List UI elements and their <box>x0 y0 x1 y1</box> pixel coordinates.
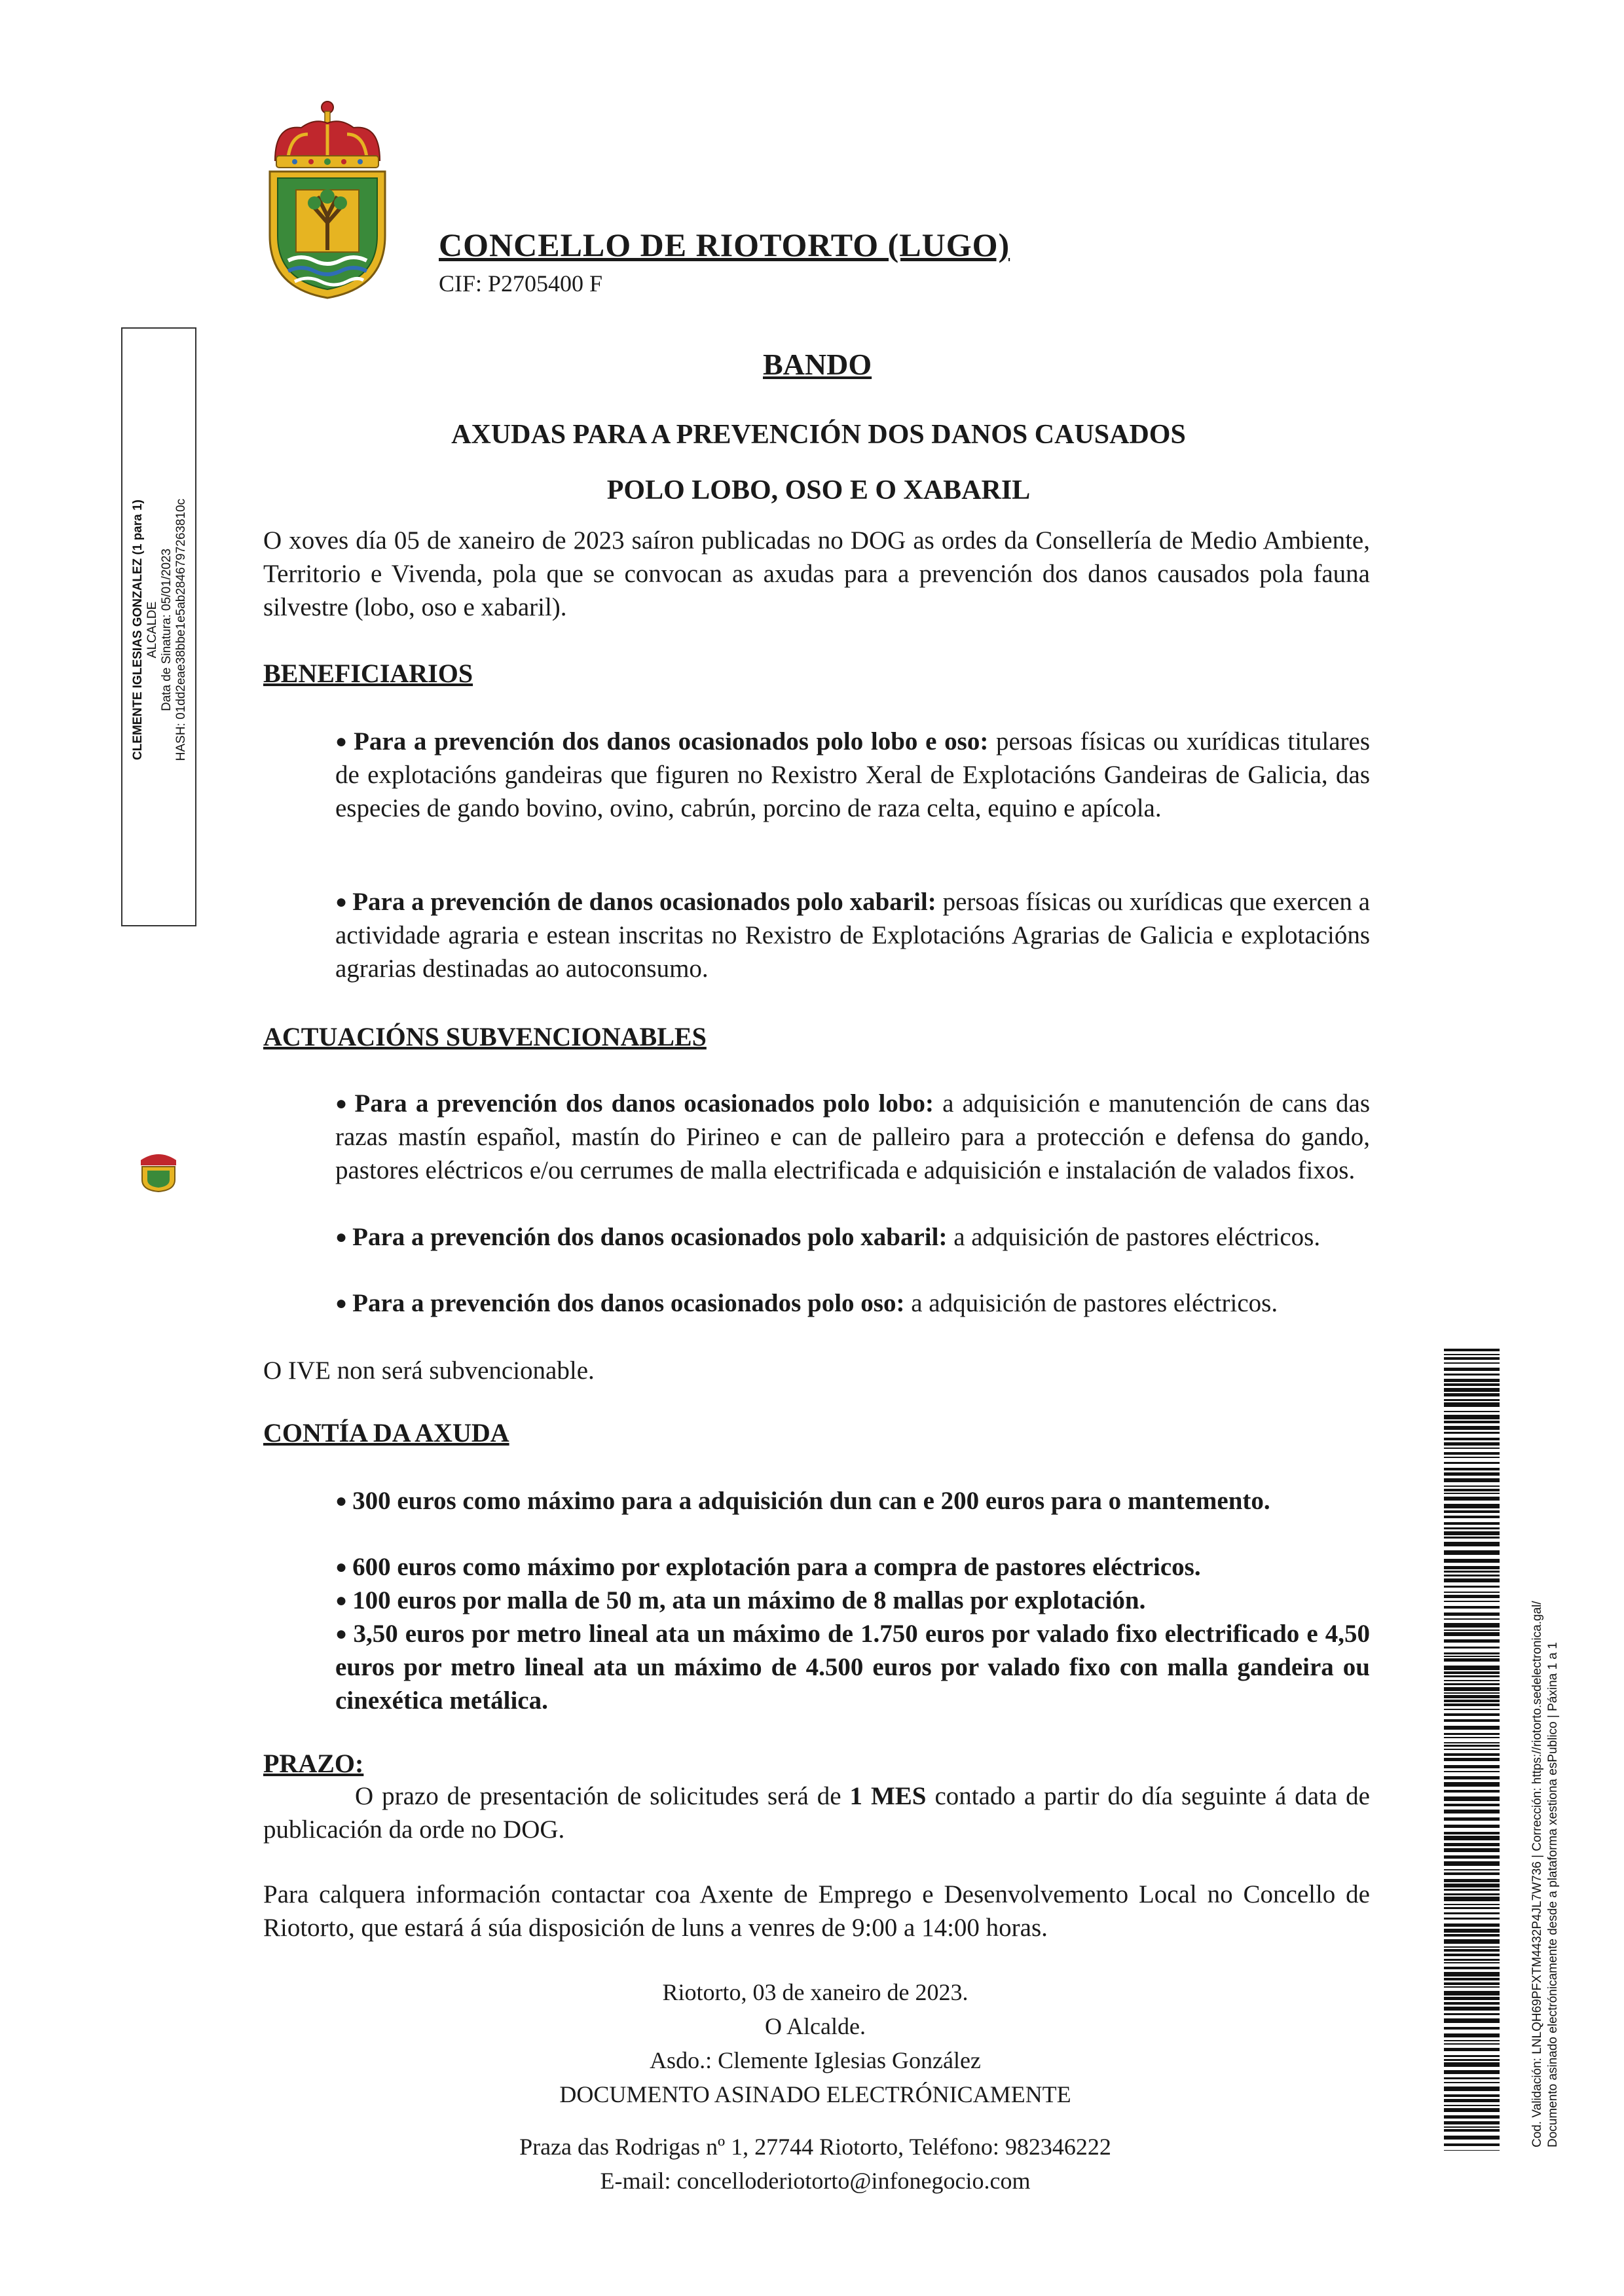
barcode-bar <box>1444 1713 1500 1716</box>
barcode-bar <box>1444 2055 1500 2057</box>
coat-of-arms-logo <box>262 98 393 301</box>
barcode-bar <box>1444 1522 1500 1525</box>
barcode-bar <box>1444 1666 1500 1670</box>
barcode-bar <box>1444 2136 1500 2140</box>
barcode-bar <box>1444 1656 1500 1657</box>
signature-role: O Alcalde. <box>765 2013 866 2039</box>
barcode-bar <box>1444 1825 1500 1828</box>
barcode-bar <box>1444 1379 1500 1382</box>
document-type-heading: BANDO <box>763 348 872 381</box>
barcode-bar <box>1444 1411 1500 1412</box>
list-item <box>335 1617 1370 1717</box>
barcode-bar <box>1444 1907 1500 1909</box>
barcode-bar <box>1444 1704 1500 1706</box>
barcode-bar <box>1444 1889 1500 1891</box>
barcode-bar <box>1444 1566 1500 1569</box>
barcode-bar <box>1444 1991 1500 1995</box>
barcode-icon <box>1444 1349 1500 2151</box>
barcode-bar <box>1444 1719 1500 1722</box>
barcode-bar <box>1444 1700 1500 1702</box>
barcode-bar <box>1444 1601 1500 1602</box>
barcode-bar <box>1444 1613 1500 1616</box>
barcode-bar <box>1444 1632 1500 1636</box>
barcode-bar <box>1444 1745 1500 1747</box>
barcode-bar <box>1444 1493 1500 1494</box>
bullet-icon: ● <box>335 1226 348 1248</box>
barcode-bar <box>1444 1986 1500 1988</box>
barcode-bar <box>1444 1592 1500 1593</box>
barcode-bar <box>1444 2129 1500 2132</box>
barcode-bar <box>1444 1374 1500 1376</box>
barcode-bar <box>1444 2040 1500 2041</box>
barcode-bar <box>1444 1349 1500 1351</box>
item-text: a adquisición de pastores eléctricos. <box>947 1223 1321 1251</box>
barcode-bar <box>1444 1559 1500 1563</box>
barcode-bar <box>1444 1618 1500 1620</box>
stamp-crest-icon <box>136 1147 181 1193</box>
barcode-bar <box>1444 1776 1500 1779</box>
prazo-text: O prazo de presentación de solicitudes será de <box>355 1782 850 1810</box>
validation-platform: Documento asinado electrónicamente desde a plataforma xestiona esPublico | Páxina 1 a 1 <box>1546 1642 1560 2147</box>
barcode-bar <box>1444 2048 1500 2051</box>
list-item <box>335 1286 1370 1320</box>
item-lead: Para a prevención dos danos ocasionados polo lobo e oso: <box>354 727 989 756</box>
barcode-bar <box>1444 1817 1500 1821</box>
bullet-icon: ● <box>335 1093 350 1114</box>
barcode-bar <box>1444 1415 1500 1419</box>
validation-text <box>1530 1349 1561 2147</box>
barcode-bar <box>1444 1872 1500 1875</box>
barcode-bar <box>1444 1442 1500 1446</box>
barcode-bar <box>1444 1709 1500 1710</box>
intro-paragraph: O xoves día 05 de xaneiro de 2023 saíron publicadas no DOG as ordes da Consellería de Medio Ambiente, Territorio e Vivenda, pola que se convocan as axudas para a prevención dos danos causados pola fauna silvestre (lobo, oso e xabaril). <box>263 526 1370 621</box>
barcode-bar <box>1444 2082 1500 2083</box>
barcode-bar <box>1444 1782 1500 1787</box>
barcode-bar <box>1444 1967 1500 1969</box>
barcode-bar <box>1444 1982 1500 1985</box>
barcode-bar <box>1444 2007 1500 2011</box>
stamp-signer: CLEMENTE IGLESIAS GONZALEZ (1 para 1) <box>131 500 145 760</box>
barcode-bar <box>1444 1962 1500 1963</box>
barcode-bar <box>1444 2086 1500 2091</box>
barcode-bar <box>1444 2033 1500 2037</box>
council-cif: CIF: P2705400 F <box>439 270 603 297</box>
barcode-bar <box>1444 1368 1500 1371</box>
item-text: 3,50 euros por metro lineal ata un máximo de 1.750 euros por valado fixo electrificado e 4,50 euros por metro lineal ata un máximo de 4.500 euros por valado fixo con malla gandeira ou cinexética metálica. <box>335 1620 1371 1715</box>
barcode-bar <box>1444 1623 1500 1628</box>
item-text: persoas físicas ou xurídicas titulares de explotacións gandeiras que figuren no Rexistro Xeral de Explotacións Gandeiras de Galicia, das especies de gando bovino, ovino, cabrún, porcino de raza celta, equino e apícola. <box>335 727 1370 822</box>
barcode-bar <box>1444 2077 1500 2079</box>
barcode-bar <box>1444 2115 1500 2119</box>
barcode-bar <box>1444 1912 1500 1914</box>
barcode-bar <box>1444 1861 1500 1866</box>
barcode-bar <box>1444 1652 1500 1654</box>
barcode-bar <box>1444 1692 1500 1694</box>
signature-electronic: DOCUMENTO ASINADO ELECTRÓNICAMENTE <box>559 2081 1071 2107</box>
barcode-bar <box>1444 1462 1500 1464</box>
barcode-bar <box>1444 1575 1500 1576</box>
document-subtitle-1: AXUDAS PARA A PREVENCIÓN DOS DANOS CAUSADOS <box>451 420 1186 450</box>
barcode-bar <box>1444 1438 1500 1440</box>
prazo-duration: 1 MES <box>849 1782 927 1810</box>
barcode-bar <box>1444 2062 1500 2067</box>
barcode-bar <box>1444 1923 1500 1927</box>
validation-code: Cod. Validación: LNLQH69PFXTM4432P4JL7W736 | Corrección: https://riotorto.sedelectronica.gal/ <box>1530 1601 1544 2147</box>
barcode-bar <box>1444 1742 1500 1743</box>
barcode-bar <box>1444 1671 1500 1674</box>
barcode-bar <box>1444 2121 1500 2124</box>
barcode-bar <box>1444 1432 1500 1434</box>
barcode-bar <box>1444 1448 1500 1449</box>
signature-name: Asdo.: Clemente Iglesias González <box>650 2047 981 2073</box>
barcode-bar <box>1444 1399 1500 1401</box>
barcode-bar <box>1444 1497 1500 1501</box>
item-text: 300 euros como máximo para a adquisición dun can e 200 euros para o mantemento. <box>352 1487 1270 1515</box>
barcode-bar <box>1444 1680 1500 1681</box>
stamp-hash: HASH: 01dd2eae38bbe1e5ab2846797263810c <box>174 498 188 761</box>
signature-stamp <box>121 327 196 926</box>
barcode-bar <box>1444 1904 1500 1905</box>
barcode-bar <box>1444 1478 1500 1482</box>
barcode-bar <box>1444 2099 1500 2102</box>
council-title: CONCELLO DE RIOTORTO (LUGO) <box>439 227 1010 263</box>
barcode-bar <box>1444 1675 1500 1677</box>
barcode-bar <box>1444 2126 1500 2128</box>
bullet-icon: ● <box>335 1490 348 1512</box>
barcode-bar <box>1444 2108 1500 2112</box>
item-text: 100 euros por malla de 50 m, ata un máximo de 8 mallas por explotación. <box>352 1586 1146 1614</box>
prazo-text: contado a partir do día seguinte á data de publicación da orde no DOG. <box>263 1782 1370 1844</box>
barcode-bar <box>1444 1595 1500 1598</box>
barcode-bar <box>1444 1893 1500 1895</box>
barcode-bar <box>1444 1843 1500 1846</box>
item-lead: Para a prevención dos danos ocasionados polo xabaril: <box>352 1223 948 1251</box>
barcode-bar <box>1444 2094 1500 2097</box>
bullet-icon: ● <box>335 1623 348 1645</box>
item-lead: Para a prevención de danos ocasionados polo xabaril: <box>352 888 936 916</box>
barcode-bar <box>1444 1737 1500 1738</box>
barcode-bar <box>1444 1457 1500 1458</box>
barcode-bar <box>1444 1836 1500 1840</box>
item-lead: Para a prevención dos danos ocasionados polo lobo: <box>354 1089 934 1118</box>
barcode-bar <box>1444 2043 1500 2045</box>
barcode-bar <box>1444 1362 1500 1364</box>
crown-icon <box>275 101 380 168</box>
footer-address: Praza das Rodrigas nº 1, 27744 Riotorto, Teléfono: 982346222 <box>519 2134 1111 2160</box>
heading-contia: CONTÍA DA AXUDA <box>263 1418 509 1448</box>
barcode-bar <box>1444 1897 1500 1901</box>
barcode-bar <box>1444 2027 1500 2030</box>
heading-prazo: PRAZO: <box>263 1749 364 1778</box>
barcode-bar <box>1444 1586 1500 1588</box>
barcode-bar <box>1444 1472 1500 1476</box>
barcode-bar <box>1444 1997 1500 2000</box>
stamp-role: ALCALDE <box>145 601 159 659</box>
barcode-bar <box>1444 1765 1500 1768</box>
item-text: a adquisición de pastores eléctricos. <box>904 1289 1278 1317</box>
signature-stamp-text <box>131 361 189 898</box>
bullet-icon: ● <box>335 1292 348 1314</box>
barcode-bar <box>1444 1946 1500 1948</box>
barcode-bar <box>1444 2059 1500 2061</box>
barcode-bar <box>1444 1771 1500 1772</box>
footer-email: E-mail: concelloderiotorto@infonegocio.com <box>600 2168 1031 2194</box>
barcode-bar <box>1444 1695 1500 1698</box>
barcode-bar <box>1444 1959 1500 1961</box>
list-item <box>335 1584 1370 1617</box>
barcode-bar <box>1444 1972 1500 1977</box>
barcode-bar <box>1444 1606 1500 1609</box>
heading-actuacions: ACTUACIÓNS SUBVENCIONABLES <box>263 1022 707 1051</box>
stamp-date: Data de Sinatura: 05/01/2023 <box>160 548 174 712</box>
barcode-bar <box>1444 1383 1500 1386</box>
barcode-bar <box>1444 1869 1500 1870</box>
barcode-bar <box>1444 1426 1500 1430</box>
list-item <box>335 885 1370 985</box>
info-paragraph: Para calquera información contactar coa Axente de Emprego e Desenvolvemento Local no Concello de Riotorto, que estará á súa disposición de luns a venres de 9:00 a 14:00 horas. <box>263 1880 1370 1942</box>
item-text: persoas físicas ou xurídicas que exercen a actividade agraria e estean inscritas no Rexistro de Explotacións Agrarias de Galicia e explotacións agrarias destinadas ao autoconsumo. <box>335 888 1371 983</box>
barcode-bar <box>1444 1537 1500 1539</box>
barcode-bar <box>1444 1687 1500 1691</box>
barcode-bar <box>1444 1753 1500 1756</box>
barcode-bar <box>1444 1848 1500 1852</box>
barcode-bar <box>1444 1516 1500 1518</box>
barcode-bar <box>1444 1884 1500 1887</box>
bullet-icon: ● <box>335 1590 348 1611</box>
barcode-bar <box>1444 1504 1500 1508</box>
barcode-bar <box>1444 1542 1500 1546</box>
barcode-bar <box>1444 1929 1500 1933</box>
barcode-bar <box>1444 1578 1500 1582</box>
barcode-bar <box>1444 2002 1500 2005</box>
barcode-bar <box>1444 1357 1500 1360</box>
signature-place-date: Riotorto, 03 de xaneiro de 2023. <box>662 1979 969 2005</box>
list-item <box>335 1484 1370 1518</box>
list-item <box>335 725 1370 825</box>
barcode-bar <box>1444 1571 1500 1573</box>
barcode-bar <box>1444 1733 1500 1735</box>
barcode-bar <box>1444 1790 1500 1793</box>
barcode-bar <box>1444 1939 1500 1944</box>
barcode-bar <box>1444 1452 1500 1455</box>
barcode-bar <box>1444 1489 1500 1491</box>
barcode-bar <box>1444 2143 1500 2146</box>
page-footer <box>327 2130 1303 2198</box>
document-subtitle-2: POLO LOBO, OSO E O XABARIL <box>606 475 1031 505</box>
list-item <box>335 1550 1370 1584</box>
barcode-bar <box>1444 1954 1500 1956</box>
barcode-bar <box>1444 1726 1500 1730</box>
barcode-bar <box>1444 1949 1500 1952</box>
barcode-bar <box>1444 1527 1500 1529</box>
barcode-bar <box>1444 1810 1500 1813</box>
item-text: a adquisición e manutención de cans das razas mastín español, mastín do Pirineo e can de palleiro para a protección e defensa do gando, pastores eléctricos e/ou cerrumes de malla electrificada e adquisición e instalación de valados fixos. <box>335 1089 1370 1184</box>
barcode-bar <box>1444 2013 1500 2015</box>
barcode-bar <box>1444 1402 1500 1407</box>
bullet-icon: ● <box>335 1556 348 1578</box>
barcode-bar <box>1444 1388 1500 1392</box>
barcode-bar <box>1444 1796 1500 1801</box>
barcode-bar <box>1444 1934 1500 1937</box>
barcode-bar <box>1444 2070 1500 2074</box>
barcode-bar <box>1444 1804 1500 1806</box>
bullet-icon: ● <box>335 891 348 913</box>
item-text: 600 euros como máximo por explotación para a compra de pastores eléctricos. <box>352 1553 1201 1581</box>
barcode-bar <box>1444 1918 1500 1920</box>
barcode-bar <box>1444 1354 1500 1355</box>
barcode-bar <box>1444 1647 1500 1649</box>
barcode-bar <box>1444 2150 1500 2151</box>
barcode-bar <box>1444 1855 1500 1859</box>
heading-beneficiarios: BENEFICIARIOS <box>263 659 473 688</box>
vat-note: O IVE non será subvencionable. <box>263 1357 595 1385</box>
prazo-paragraph <box>263 1779 1370 1846</box>
barcode-bar <box>1444 1639 1500 1643</box>
barcode-bar <box>1444 1468 1500 1470</box>
barcode-bar <box>1444 1879 1500 1882</box>
barcode-bar <box>1444 1758 1500 1761</box>
barcode-bar <box>1444 1421 1500 1423</box>
barcode-bar <box>1444 1550 1500 1555</box>
barcode-bar <box>1444 1485 1500 1487</box>
item-lead: Para a prevención dos danos ocasionados polo oso: <box>352 1289 905 1317</box>
barcode-bar <box>1444 1978 1500 1980</box>
barcode-bar <box>1444 1393 1500 1396</box>
barcode-bar <box>1444 1683 1500 1685</box>
barcode-bar <box>1444 1531 1500 1535</box>
barcode-bar <box>1444 2018 1500 2023</box>
barcode-bar <box>1444 1510 1500 1513</box>
barcode-bar <box>1444 1658 1500 1662</box>
barcode-bar <box>1444 1749 1500 1750</box>
barcode-bar <box>1444 1832 1500 1834</box>
list-item <box>335 1087 1370 1187</box>
bullet-icon: ● <box>335 731 349 752</box>
barcode-bar <box>1444 1630 1500 1631</box>
barcode-bar <box>1444 2105 1500 2106</box>
list-item <box>335 1220 1370 1254</box>
signature-block <box>393 1975 1238 2111</box>
